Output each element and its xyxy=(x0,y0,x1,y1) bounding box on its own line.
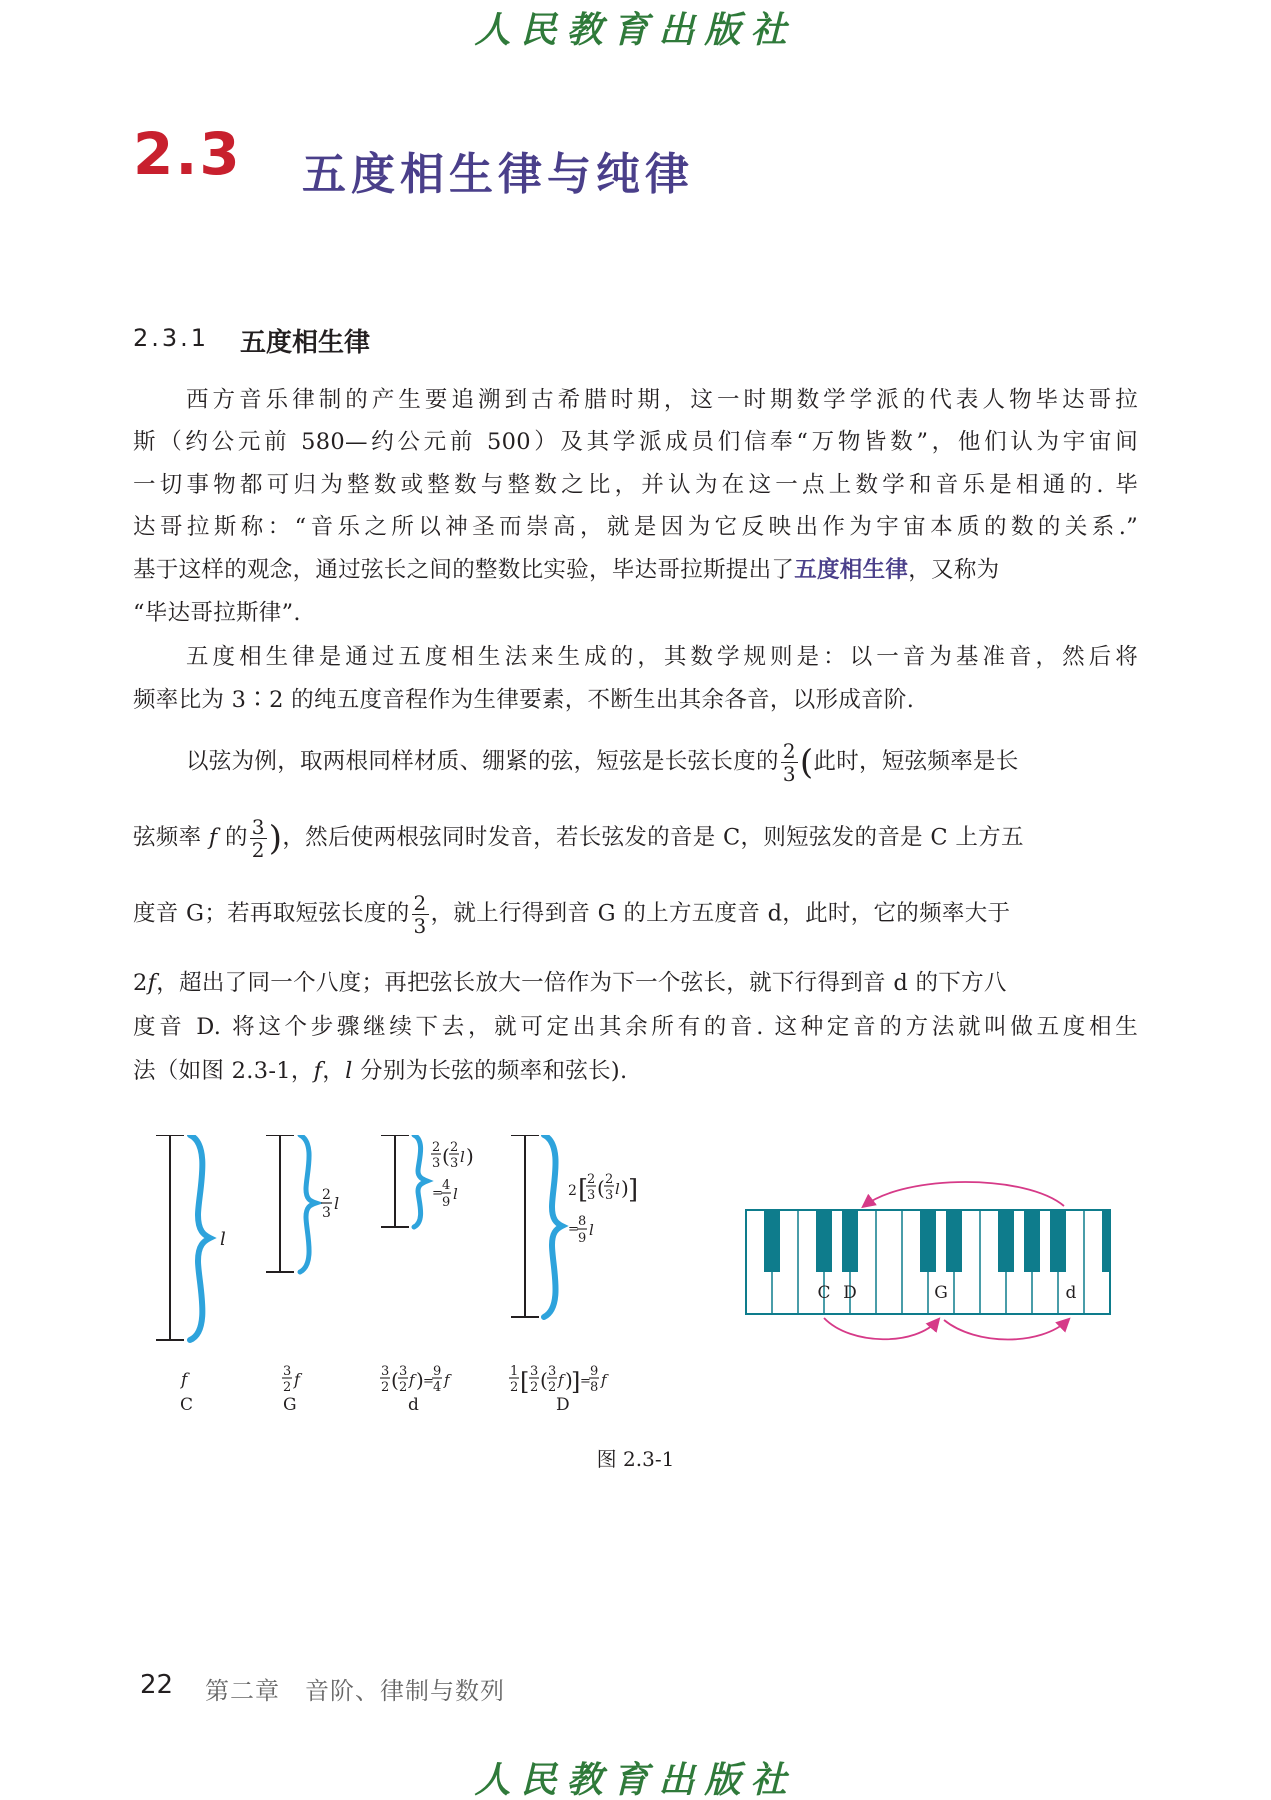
fraction-three-halves: $\frac{3}{2}$ xyxy=(251,815,265,862)
variable-f: f xyxy=(313,1058,323,1084)
paragraph-text: 法（如图 2.3-1， xyxy=(133,1058,314,1084)
svg-text:2: 2 xyxy=(322,1187,331,1203)
subsection-number: 2.3.1 xyxy=(133,324,210,352)
svg-text:8: 8 xyxy=(590,1380,599,1395)
svg-text:f: f xyxy=(444,1371,450,1389)
svg-text:3: 3 xyxy=(587,1188,596,1203)
section-title: 五度相生律与纯律 xyxy=(302,149,694,200)
svg-text:2: 2 xyxy=(548,1380,557,1395)
svg-text:2: 2 xyxy=(283,1380,292,1395)
page-number: 22 xyxy=(140,1670,174,1700)
frequency-labels xyxy=(179,1364,609,1415)
svg-text:f: f xyxy=(294,1370,300,1389)
key-label-d-high: d xyxy=(1065,1283,1077,1303)
paragraph-text: ，然后使两根弦同时发音，若长弦发的音是 C，则短弦发的音是 C 上方五 xyxy=(282,824,1024,851)
variable-l: l xyxy=(345,1058,353,1084)
svg-text:]: ] xyxy=(628,1175,639,1205)
arrow-c-to-g xyxy=(824,1318,938,1339)
svg-text:2: 2 xyxy=(568,1183,577,1199)
paragraph-text: ，又称为 xyxy=(908,557,1000,583)
svg-text:3: 3 xyxy=(530,1364,539,1379)
svg-text:4: 4 xyxy=(433,1380,442,1395)
svg-text:l: l xyxy=(453,1185,458,1203)
svg-text:9: 9 xyxy=(433,1364,442,1379)
svg-text:f: f xyxy=(558,1371,564,1389)
svg-text:3: 3 xyxy=(450,1156,459,1171)
arrow-d-high-to-d xyxy=(864,1182,1064,1206)
svg-text:8: 8 xyxy=(578,1214,587,1229)
paragraph-text: 度音 G；若再取短弦长度的 xyxy=(133,900,410,927)
figure-caption: 图 2.3-1 xyxy=(596,1447,675,1471)
svg-text:l: l xyxy=(460,1148,465,1166)
paragraph-text: 以弦为例，取两根同样材质、绷紧的弦，短弦是长弦长度的 xyxy=(186,748,779,775)
svg-text:): ) xyxy=(466,1144,474,1168)
svg-text:f: f xyxy=(601,1371,607,1389)
arrow-g-to-d-high xyxy=(944,1320,1068,1340)
paragraph-text: ，就上行得到音 G 的上方五度音 d，此时，它的频率大于 xyxy=(430,900,1011,927)
note-label-d-high: d xyxy=(408,1395,419,1415)
string-g xyxy=(266,1135,339,1272)
paragraph-text: ，超出了同一个八度；再把弦长放大一倍作为下一个弦长，就下行得到音 d 的下方八 xyxy=(156,970,1007,996)
variable-f: f xyxy=(147,970,157,996)
chapter-title: 第二章 音阶、律制与数列 xyxy=(205,1677,505,1705)
svg-text:2: 2 xyxy=(587,1172,596,1187)
svg-text:1: 1 xyxy=(510,1364,519,1379)
key-label-g: G xyxy=(934,1283,948,1303)
paragraph-line xyxy=(133,1056,1138,1086)
svg-text:(: ( xyxy=(442,1144,450,1168)
variable-f: f xyxy=(208,824,218,851)
paragraph-text: 弦频率 xyxy=(133,824,202,851)
svg-text:4: 4 xyxy=(442,1178,451,1193)
svg-text:2: 2 xyxy=(381,1380,390,1395)
paragraph-text: 分别为长弦的频率和弦长). xyxy=(360,1058,628,1084)
svg-text:2: 2 xyxy=(605,1172,614,1187)
paragraph-line: 一切事物都可归为整数或整数与整数之比，并认为在这一点上数学和音乐是相通的. 毕 xyxy=(133,472,1138,498)
string-d-high xyxy=(381,1135,474,1227)
paragraph-line: “毕达哥拉斯律”. xyxy=(133,600,301,626)
figure-2-3-1 xyxy=(150,1135,1130,1435)
subsection-title: 五度相生律 xyxy=(240,328,371,358)
note-label-g: G xyxy=(283,1395,297,1415)
paragraph-text: ， xyxy=(322,1058,346,1084)
svg-text:(: ( xyxy=(391,1368,399,1392)
svg-text:2: 2 xyxy=(510,1380,519,1395)
svg-text:2: 2 xyxy=(530,1380,539,1395)
svg-text:3: 3 xyxy=(548,1364,557,1379)
svg-text:): ) xyxy=(416,1368,424,1392)
svg-text:3: 3 xyxy=(399,1364,408,1379)
publisher-header: 人民教育出版社 xyxy=(474,9,797,51)
svg-text:2: 2 xyxy=(450,1140,459,1155)
paragraph-line: 斯（约公元前 580—约公元前 500）及其学派成员们信奉“万物皆数”，他们认为宇宙间 xyxy=(133,429,1138,455)
paragraph-line xyxy=(133,968,1138,998)
svg-text:2: 2 xyxy=(432,1140,441,1155)
brace-d-high xyxy=(414,1135,427,1227)
paragraph-line: 弦频率 f 的 $\frac{3}{2}$ )，然后使两根弦同时发音，若长弦发的音是 C，则短弦发的音是 C 上方五 xyxy=(133,815,1024,862)
paragraph-line: 五度相生律是通过五度相生法来生成的，其数学规则是：以一音为基准音，然后将 xyxy=(186,644,1138,670)
svg-text:9: 9 xyxy=(578,1231,587,1246)
svg-text:l: l xyxy=(334,1194,340,1213)
svg-text:3: 3 xyxy=(432,1156,441,1171)
string-c xyxy=(156,1135,226,1340)
paragraph-text: 基于这样的观念，通过弦长之间的整数比实验，毕达哥拉斯提出了 xyxy=(133,557,795,583)
brace-g xyxy=(300,1135,316,1272)
svg-text:=: = xyxy=(568,1222,579,1237)
svg-text:f: f xyxy=(409,1371,415,1389)
paragraph-text: 2 xyxy=(133,970,148,996)
svg-text:[: [ xyxy=(578,1175,589,1205)
svg-text:): ) xyxy=(621,1176,629,1200)
brace-d-low xyxy=(544,1135,562,1317)
paragraph-line xyxy=(133,555,1138,585)
string-diagrams xyxy=(156,1135,638,1340)
svg-text:): ) xyxy=(565,1368,573,1392)
string-d-low xyxy=(511,1135,638,1317)
paragraph-line xyxy=(133,892,1138,937)
note-label-d-low: D xyxy=(556,1395,570,1415)
key-label-c: C xyxy=(817,1283,831,1303)
svg-text:[: [ xyxy=(520,1368,530,1396)
section-number: 2.3 xyxy=(133,120,242,188)
svg-text:2: 2 xyxy=(399,1380,408,1395)
svg-text:]: ] xyxy=(571,1368,581,1396)
svg-text:=: = xyxy=(580,1374,591,1389)
key-term: 五度相生律 xyxy=(794,557,909,583)
svg-text:(: ( xyxy=(597,1176,605,1200)
svg-text:(: ( xyxy=(540,1368,548,1392)
piano-keyboard xyxy=(746,1182,1110,1340)
note-label-c: C xyxy=(180,1395,194,1415)
brace-c xyxy=(190,1135,210,1340)
paragraph-line: 达哥拉斯称：“音乐之所以神圣而崇高，就是因为它反映出作为宇宙本质的数的关系.” xyxy=(133,514,1138,540)
publisher-footer: 人民教育出版社 xyxy=(474,1759,797,1800)
svg-text:3: 3 xyxy=(605,1188,614,1203)
freq-label-c: f xyxy=(181,1370,188,1390)
paragraph-text: 此时，短弦频率是长 xyxy=(813,748,1019,775)
paragraph-text: 的 xyxy=(224,824,248,851)
length-label-c: l xyxy=(220,1229,226,1250)
svg-text:=: = xyxy=(423,1374,434,1389)
key-label-d: D xyxy=(843,1283,857,1303)
paragraph-line: 度音 D. 将这个步骤继续下去，就可定出其余所有的音. 这种定音的方法就叫做五度相生 xyxy=(133,1014,1138,1040)
fraction-two-thirds: $\frac{2}{3}$ xyxy=(413,891,427,938)
svg-text:3: 3 xyxy=(381,1364,390,1379)
fraction-two-thirds: $\frac{2}{3}$ xyxy=(782,739,796,786)
svg-text:l: l xyxy=(589,1221,594,1239)
svg-text:=: = xyxy=(432,1186,443,1201)
svg-text:9: 9 xyxy=(590,1364,599,1379)
svg-text:3: 3 xyxy=(322,1205,331,1221)
svg-text:l: l xyxy=(615,1180,620,1198)
paragraph-line: 频率比为 3∶2 的纯五度音程作为生律要素，不断生出其余各音，以形成音阶. xyxy=(133,687,915,713)
paragraph-line: 以弦为例，取两根同样材质、绷紧的弦，短弦是长弦长度的 $\frac{2}{3}$ (此时，短弦频率是长 xyxy=(186,739,1019,786)
svg-text:3: 3 xyxy=(283,1364,292,1379)
svg-text:9: 9 xyxy=(442,1195,451,1210)
paragraph-line: 西方音乐律制的产生要追溯到古希腊时期，这一时期数学学派的代表人物毕达哥拉 xyxy=(186,387,1138,413)
